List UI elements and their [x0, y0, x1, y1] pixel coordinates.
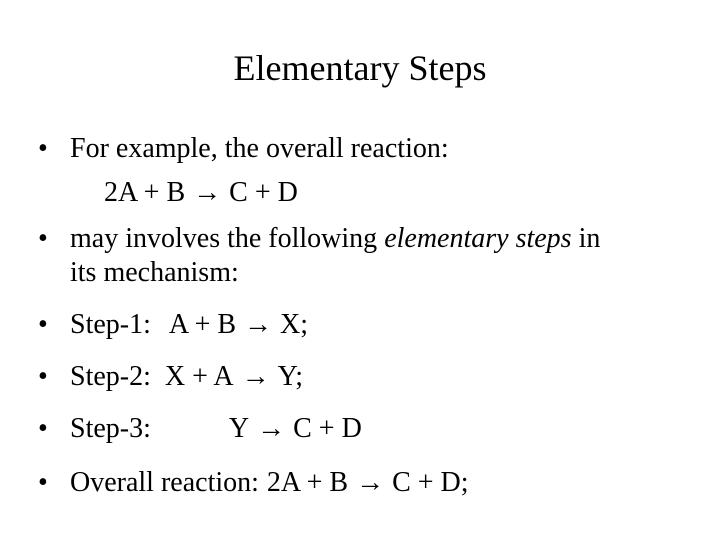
mechanism-continuation: its mechanism:: [70, 257, 239, 288]
step-label: Step-2:: [70, 361, 151, 392]
slide-title: Elementary Steps: [233, 48, 487, 88]
bullet-marker: •: [38, 223, 48, 254]
overall-right: C + D;: [392, 467, 469, 498]
step-right: Y;: [277, 361, 304, 392]
equation-left: 2A + B: [104, 177, 186, 208]
overall-equation-display: [104, 176, 298, 210]
bullet-marker: •: [38, 361, 48, 392]
arrow-icon: →: [244, 309, 273, 340]
mechanism-text-before: may involves the following: [70, 223, 385, 254]
step-left: X + A: [164, 361, 234, 392]
bullet-marker: •: [38, 309, 48, 340]
bullet-marker: •: [38, 133, 48, 164]
bullet-step-2: [38, 360, 303, 394]
intro-text: For example, the overall reaction:: [70, 133, 449, 164]
bullet-overall-reaction: [38, 466, 469, 500]
bullet-intro: [38, 132, 449, 166]
equation-right: C + D: [229, 177, 298, 208]
arrow-icon: →: [257, 413, 286, 444]
overall-label: Overall reaction:: [70, 467, 259, 498]
step-right: C + D: [293, 413, 362, 444]
arrow-icon: →: [193, 177, 222, 208]
bullet-mechanism: [38, 222, 600, 256]
bullet-marker: •: [38, 413, 48, 444]
step-label: Step-1:: [70, 309, 151, 340]
bullet-marker: •: [38, 467, 48, 498]
mechanism-text-emphasis: elementary steps: [384, 223, 572, 254]
arrow-icon: →: [241, 361, 270, 392]
mechanism-text-after: in: [571, 223, 601, 254]
step-right: X;: [280, 309, 309, 340]
bullet-step-3: [38, 412, 362, 446]
bullet-step-1: [38, 308, 308, 342]
step-label: Step-3:: [70, 413, 151, 444]
step-left: A + B: [168, 309, 237, 340]
overall-left: 2A + B: [266, 467, 349, 498]
step-left: Y: [228, 413, 250, 444]
arrow-icon: →: [356, 467, 385, 498]
